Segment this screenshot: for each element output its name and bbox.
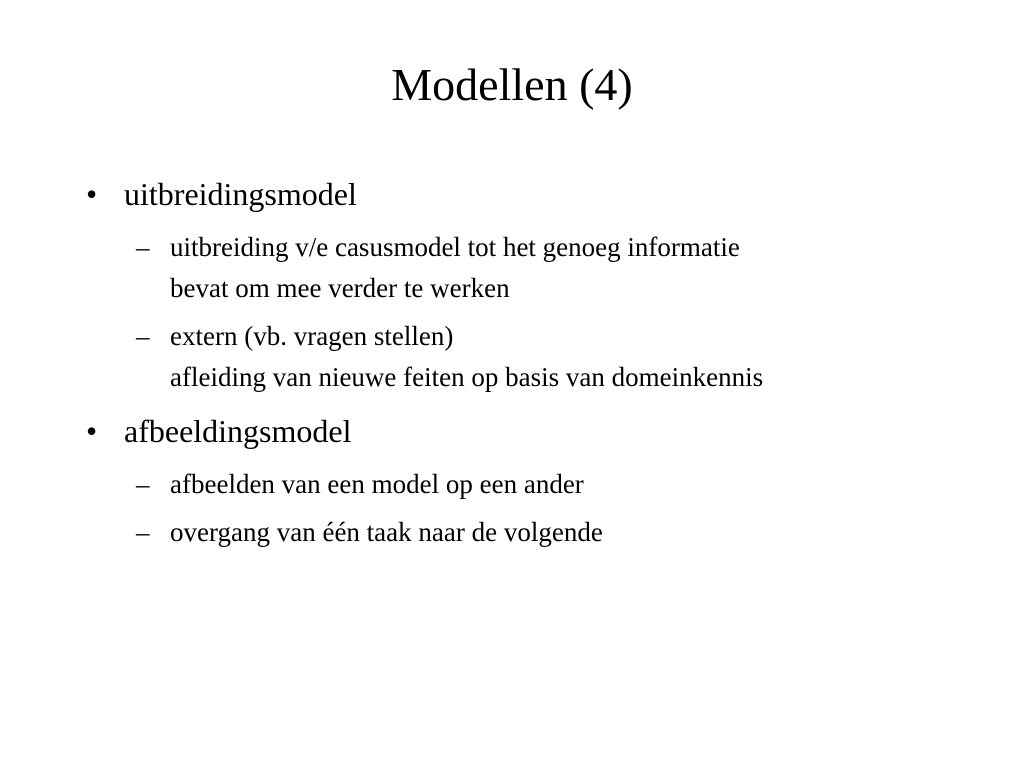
sub-bullet-line: afbeelden van een model op een ander <box>170 469 584 499</box>
bullet-icon: • <box>86 413 98 449</box>
bullet-icon: • <box>86 176 98 212</box>
bullet-text: afbeeldingsmodel <box>124 413 352 449</box>
sub-bullet-item <box>136 512 603 553</box>
sub-bullet-line: bevat om mee verder te werken <box>170 273 510 303</box>
dash-icon: – <box>136 517 150 547</box>
sub-bullet-line: afleiding van nieuwe feiten op basis van domeinkennis <box>170 362 764 392</box>
sub-bullet-item <box>136 227 740 309</box>
sub-bullet-item <box>136 316 764 398</box>
bullet-text: uitbreidingsmodel <box>124 176 357 212</box>
sub-bullet-item <box>136 464 584 505</box>
bullet-item-afbeeldingsmodel <box>86 412 352 450</box>
bullet-item-uitbreidingsmodel <box>86 175 357 213</box>
dash-icon: – <box>136 469 150 499</box>
sub-bullet-line: uitbreiding v/e casusmodel tot het genoeg informatie <box>170 232 740 262</box>
dash-icon: – <box>136 321 150 351</box>
sub-bullet-line: extern (vb. vragen stellen) <box>170 321 454 351</box>
sub-bullet-line: overgang van één taak naar de volgende <box>170 517 603 547</box>
slide-title: Modellen (4) <box>391 59 633 110</box>
dash-icon: – <box>136 232 150 262</box>
